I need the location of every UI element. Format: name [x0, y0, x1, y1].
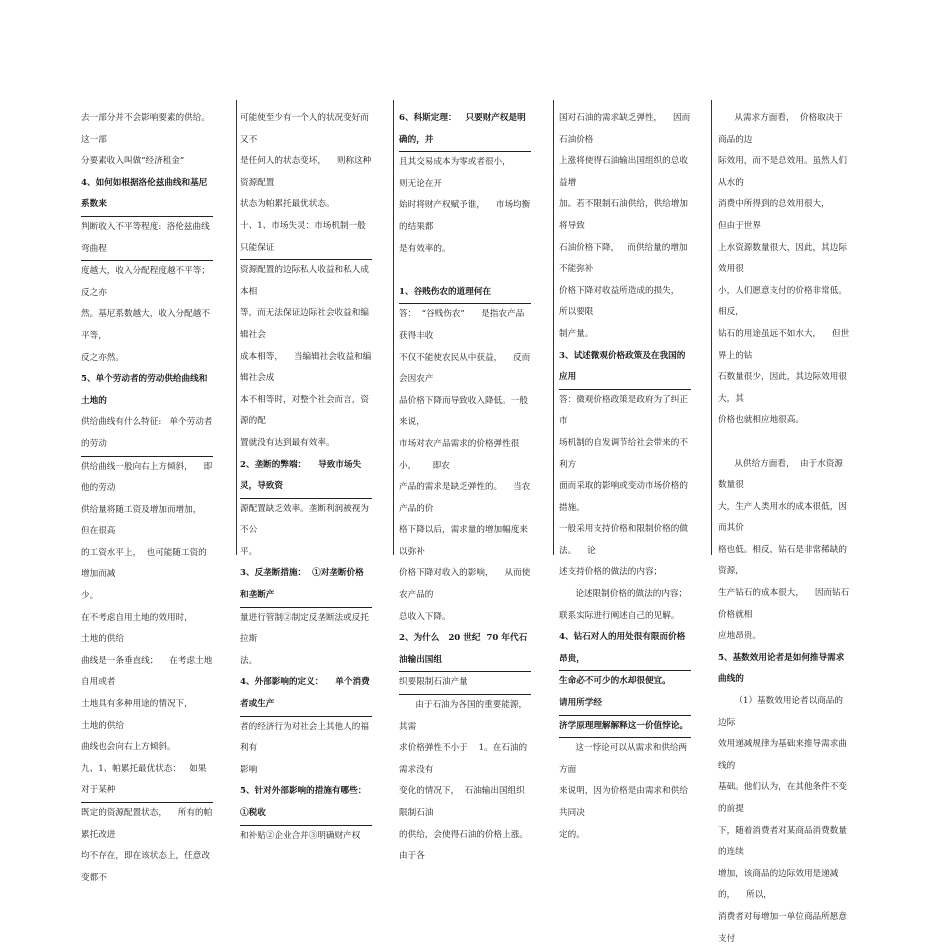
text-line: 增加，该商品的边际效用是递减的， 所以，	[718, 868, 839, 901]
text-line: 石油价格下降， 而供给量的增加不能弥补	[559, 242, 688, 275]
text-line: 际效用，而不是总效用。虽然人们从水的	[718, 156, 847, 188]
section-heading-line: 4、如何如根据洛伦兹曲线和基尼系数来	[81, 173, 213, 217]
text-line: 面而采取的影响或变动市场价格的措施。	[559, 481, 688, 513]
text-line: 织要限制石油产量	[399, 672, 531, 695]
text-line: 分要素收入叫做“经济租金”	[81, 156, 185, 167]
text-line: 法。	[240, 655, 258, 666]
text-line: 国对石油的需求缺乏弹性， 因而石油价格	[559, 113, 691, 145]
text-line: 曲线是一条垂直线； 在考虑土地自用或者	[81, 655, 213, 688]
section-heading-line: 5、针对外部影响的措施有哪些： ①税收	[240, 781, 372, 825]
text-line: 价格下降对收入的影响， 从而使农产品的	[399, 568, 531, 601]
column-divider	[393, 100, 394, 555]
text-line: 平。	[240, 546, 258, 557]
text-line: 供给曲线有什么特征: 单个劳动者的劳动	[81, 412, 213, 456]
text-line: 市场对农产品需求的价格弹性很小， 即农	[399, 438, 520, 471]
text-line: 基础。他们认为，在其他条件不变的前提	[718, 782, 847, 814]
section-heading-line: 2、为什么 20 世纪 70 年代石油输出国组	[399, 628, 531, 672]
text-line: 度越大，收入分配程度越不平等；反之亦	[81, 266, 210, 298]
text-line: 是任何人的状态变坏， 则称这种资源配置	[240, 156, 372, 188]
text-line: 者的经济行为对社会上其他人的福利有	[240, 721, 369, 754]
text-column-2	[240, 108, 385, 847]
text-line: 供给量将随工资及增加而增加， 但在很高	[81, 504, 213, 537]
text-line: 大，生产人类用水的成本很低，因而其价	[718, 501, 847, 534]
text-line	[399, 260, 531, 282]
text-line: 是有效率的。	[399, 243, 451, 254]
text-line: 效用递减规律为基础来推导需求曲线的	[718, 739, 847, 771]
text-line: 由于石油为各国的重要能源， 其需	[399, 700, 539, 732]
text-line: 价格下降对收益所造成的损失， 所以要限	[559, 285, 696, 318]
text-line: 答：微观价格政策是政府为了纠正市	[559, 394, 688, 427]
text-column-4	[559, 108, 696, 846]
section-heading-line: 生命必不可少的水却很便宜。 请用所学经	[559, 671, 691, 715]
section-heading-line: 5、基数效用论者是如何推导需求曲线的	[718, 652, 845, 685]
text-line: 源配置缺乏效率。垄断利润被视为不公	[240, 503, 369, 536]
section-heading-line: 3、反垄断措施： ①对垄断价格和垄断产	[240, 563, 372, 607]
text-line: 土地具有多种用途的情况下， 土地的供给	[81, 699, 210, 731]
section-heading-line: 4、钻石对人的用处很有限而价格昂贵，	[559, 627, 691, 671]
text-line: 可能使至少有一个人的状况变好而又不	[240, 113, 369, 145]
section-heading-line: 5、单个劳动者的劳动供给曲线和土地的	[81, 374, 208, 406]
text-line: 求价格弹性不小于 1。在石油的需求没有	[399, 743, 528, 775]
text-line: 成本相等， 当编辑社会收益和编辑社会成	[240, 351, 372, 384]
column-divider	[711, 100, 712, 555]
text-line: 格也低。相反，钻石是非常稀缺的资源，	[718, 544, 847, 577]
text-line: 然。基尼系数越大，收入分配越不平等，	[81, 309, 210, 341]
text-line: 从需求方面看， 价格取决于商品的边	[718, 113, 843, 145]
text-line: 价格也就相应地很高。	[718, 415, 804, 426]
text-line: 从供给方面看， 由于水资源数量很	[718, 458, 843, 491]
text-line: 既定的资源配置状态， 所有的帕累托改进	[81, 808, 213, 840]
text-line: 变化的情况下， 石油输出国组织限制石油	[399, 786, 525, 818]
text-line: 曲线也会向右上方倾斜。	[81, 742, 176, 753]
section-heading-line: 4、外部影响的定义： 单个消费者或生产	[240, 672, 372, 716]
text-line: 十、1、市场失灵：市场机制一般只能保证	[240, 216, 372, 260]
text-line: 加。若不限制石油供给，供给增加将导致	[559, 199, 688, 231]
text-line: 消费中所得到的总效用很大， 但由于世界	[718, 199, 847, 231]
text-line: 始时将财产权赋予谁， 市场均衡的结果都	[399, 200, 531, 232]
text-column-1	[81, 108, 221, 889]
text-line: 影响	[240, 764, 258, 775]
text-line: 的供给，会使得石油的价格上涨。由于各	[399, 829, 528, 862]
text-line: 这一悖论可以从需求和供给两方面	[559, 743, 688, 775]
section-heading-line: 济学原理理解解释这一价值悖论。	[559, 716, 691, 739]
text-line: 少。	[81, 591, 99, 602]
text-line: 制产量。	[559, 328, 594, 339]
text-line: 一般采用支持价格和限制价格的做法。 论	[559, 524, 688, 556]
text-line: 石数量很少，因此，其边际效用很大，其	[718, 372, 847, 404]
text-line: 定的。	[559, 829, 585, 840]
text-line: 联系实际进行阐述自己的见解。	[559, 610, 680, 621]
text-line: 不仅不能使农民从中获益， 反而会因农产	[399, 352, 531, 385]
text-line: 判断收入不平等程度: 洛伦兹曲线弯曲程	[81, 217, 213, 261]
text-line: 资源配置的边际私人收益和私人成本相	[240, 265, 369, 297]
text-line: 去一部分并不会影响要素的供给。 这一部	[81, 113, 221, 145]
text-line: 论述限制价格的做法的内容；	[559, 589, 688, 600]
text-line: 生产钻石的成本很大， 因而钻石价格就相	[718, 588, 850, 620]
text-line: 场机制的自发调节给社会带来的不利方	[559, 437, 688, 470]
text-line: 应地昂贵。	[718, 631, 761, 642]
text-line: 答： “谷贱伤农” 是指农产品获得丰收	[399, 309, 525, 341]
text-line: 上涨将使得石油输出国组织的总收益增	[559, 156, 688, 188]
text-line: 格下降以后，需求量的增加幅度来以弥补	[399, 525, 528, 557]
text-line: 在不考虑自用土地的效用时， 土地的供给	[81, 612, 210, 645]
text-line: 状态为帕累托最优状态。	[240, 199, 335, 210]
text-line: （1）基数效用论者以商品的边际	[718, 696, 843, 728]
text-line: 上水资源数量很大，因此，其边际效用很	[718, 242, 847, 275]
text-line: 且其交易成本为零或者很小， 则无论在开	[399, 157, 528, 189]
column-divider	[236, 100, 237, 555]
text-line: 的工资水平上， 也可能随工资的增加而减	[81, 547, 207, 580]
text-line: 品价格下降而导致收入降低。一般来说，	[399, 395, 528, 428]
section-heading-line: 2、垄断的弊端： 导致市场失灵，导致资	[240, 455, 372, 499]
section-heading-line: 3、试述微观价格政策及在我国的应用	[559, 346, 691, 390]
column-divider	[553, 100, 554, 555]
text-line: 产品的需求是缺乏弹性的。 当农产品的价	[399, 482, 531, 514]
text-column-5	[718, 108, 850, 950]
text-column-3	[399, 108, 539, 868]
section-heading-line: 1、谷贱伤农的道理何在	[399, 282, 531, 305]
text-line: 置就没有达到最有效率。	[240, 437, 335, 448]
text-line: 述支持价格的做法的内容；	[559, 567, 663, 578]
text-line: 和补贴②企业合并③明确财产权	[240, 830, 361, 841]
section-heading-line: 6、科斯定理： 只要财产权是明确的，并	[399, 108, 531, 152]
text-line: 反之亦然。	[81, 352, 124, 363]
text-line: 均不存在，即在该状态上，任意改变都不	[81, 851, 210, 883]
text-line: 本不相等时，对整个社会而言，资源的配	[240, 394, 369, 427]
text-line: 钻石的用途虽远不如水大， 但世界上的钻	[718, 328, 850, 361]
text-line: 下，随着消费者对某商品消费数量的连续	[718, 825, 847, 858]
text-line: 供给曲线一般向右上方倾斜， 即他的劳动	[81, 461, 213, 494]
text-line: 九、1、帕累托最优状态： 如果对于某种	[81, 759, 213, 803]
text-line	[718, 432, 850, 454]
text-line: 消费者对每增加一单位商品所愿意支付	[718, 911, 847, 944]
text-line: 来说明，因为价格是由需求和供给共同决	[559, 786, 688, 818]
text-line: 小，人们愿意支付的价格非常低。相反，	[718, 285, 847, 318]
text-line: 总收入下降。	[399, 611, 451, 622]
text-line: 量进行管制②制定反垄断法或反托拉斯	[240, 612, 369, 645]
text-line: 等，而无法保证边际社会收益和编辑社会	[240, 308, 369, 340]
